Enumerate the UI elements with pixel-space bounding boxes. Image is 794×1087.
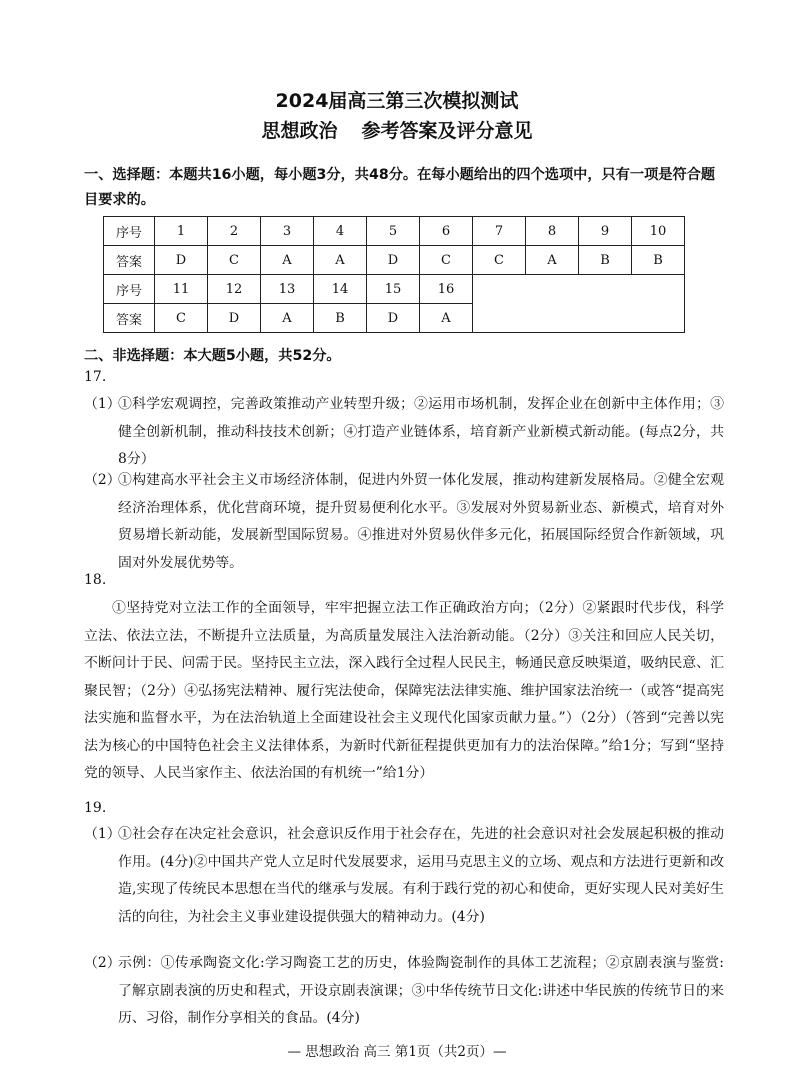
question-number-cell: 15 xyxy=(367,275,420,304)
answer-cell: C xyxy=(208,246,261,275)
question-number-cell: 10 xyxy=(632,217,685,246)
question-number-cell: 16 xyxy=(420,275,473,304)
subtitle-text: 参考答案及评分意见 xyxy=(361,120,533,142)
answer-cell: A xyxy=(314,246,367,275)
question-number-cell: 8 xyxy=(526,217,579,246)
q17-part1-text: ①科学宏观调控，完善政策推动产业转型升级；②运用市场机制，发挥企业在创新中主体作用；③健全创新机制，推动科技技术创新；④打造产业链体系，培育新产业新模式新动能。(每点2分，共8分） xyxy=(118,396,724,467)
question-number-cell: 14 xyxy=(314,275,367,304)
answer-cell: C xyxy=(420,246,473,275)
answer-cell: B xyxy=(579,246,632,275)
q17-part1 xyxy=(84,391,724,474)
question-number-cell: 7 xyxy=(473,217,526,246)
q19-part1-label: （1） xyxy=(84,826,121,842)
question-number-cell: 9 xyxy=(579,217,632,246)
q17-part1-label: （1） xyxy=(84,396,121,412)
table-row xyxy=(104,246,685,275)
q18-text: ①坚持党对立法工作的全面领导，牢牢把握立法工作正确政治方向；（2分）②紧跟时代步伐，科学立法、依法立法，不断提升立法质量，为高质量发展注入法治新动能。（2分）③关注和回应人民关切，不断问计于民、问需于民。坚持民主立法，深入践行全过程人民民主，畅通民意反映渠道，吸纳民意、汇聚民智；（2分）④弘扬宪法精神、履行宪法使命，保障宪法法律实施、维护国家法治统一（或答“提高宪法实施和监督水平，为在法治轨道上全面建设社会主义现代化国家贡献力量。”）（2分）（答到“完善以宪法为核心的中国特色社会主义法律体系，为新时代新征程提供更加有力的法治保障。”给1分；写到“坚持党的领导、人民当家作主、依法治国的有机统一”给1分） xyxy=(84,600,724,781)
empty-cell xyxy=(473,275,685,333)
question-17-number: 17. xyxy=(84,369,107,385)
answer-cell: A xyxy=(261,304,314,333)
q17-part2-text: ①构建高水平社会主义市场经济体制，促进内外贸一体化发展，推动构建新发展格局。②健全宏观经济治理体系，优化营商环境，提升贸易便利化水平。③发展对外贸易新业态、新模式，培育对外贸易增长新动能，发展新型国际贸易。④推进对外贸易伙伴多元化，拓展国际经贸合作新领域，巩固对外发展优势等。 xyxy=(118,472,724,571)
q19-part1 xyxy=(84,821,724,931)
answer-cell: A xyxy=(261,246,314,275)
row-header-answer: 答案 xyxy=(104,246,155,275)
subject-name: 思想政治 xyxy=(261,120,338,142)
answer-cell: D xyxy=(208,304,261,333)
question-number-cell: 2 xyxy=(208,217,261,246)
question-number-cell: 3 xyxy=(261,217,314,246)
row-header-number: 序号 xyxy=(104,217,155,246)
answer-cell: A xyxy=(420,304,473,333)
q17-part2 xyxy=(84,467,724,577)
section1-heading: 一、选择题：本题共16小题，每小题3分，共48分。在每小题给出的四个选项中，只有一项是符合题目要求的。 xyxy=(84,167,716,208)
q19-part1-text: ①社会存在决定社会意识，社会意识反作用于社会存在，先进的社会意识对社会发展起积极的推动作用。(4分)②中国共产党人立足时代发展要求，运用马克思主义的立场、观点和方法进行更新和改造,实现了传统民本思想在当代的继承与发展。有利于践行党的初心和使命，更好实现人民对美好生活的向往，为社会主义事业建设提供强大的精神动力。(4分) xyxy=(118,826,724,925)
question-number-cell: 1 xyxy=(155,217,208,246)
question-19-number: 19. xyxy=(84,800,107,816)
row-header-number: 序号 xyxy=(104,275,155,304)
answer-cell: D xyxy=(367,304,420,333)
exam-title: 2024届高三第三次模拟测试 xyxy=(275,90,519,112)
table-row xyxy=(104,275,685,304)
exam-subtitle xyxy=(0,116,794,143)
answer-cell: B xyxy=(314,304,367,333)
answer-cell: D xyxy=(155,246,208,275)
answer-cell: C xyxy=(155,304,208,333)
answer-cell: C xyxy=(473,246,526,275)
question-number-cell: 6 xyxy=(420,217,473,246)
question-number-cell: 12 xyxy=(208,275,261,304)
answer-cell: A xyxy=(526,246,579,275)
question-number-cell: 5 xyxy=(367,217,420,246)
answer-cell: D xyxy=(367,246,420,275)
table-row xyxy=(104,217,685,246)
answer-table xyxy=(103,216,685,333)
q19-part2-text: 示例：①传承陶瓷文化:学习陶瓷工艺的历史，体验陶瓷制作的具体工艺流程；②京剧表演与鉴赏:了解京剧表演的历史和程式，开设京剧表演课；③中华传统节日文化:讲述中华民族的传统节日的来历、习俗，制作分享相关的食品。(4分) xyxy=(118,955,724,1026)
section2-heading: 二、非选择题：本大题5小题，共52分。 xyxy=(84,348,341,364)
question-number-cell: 11 xyxy=(155,275,208,304)
q19-part2-label: （2） xyxy=(84,955,121,971)
row-header-answer: 答案 xyxy=(104,304,155,333)
question-number-cell: 13 xyxy=(261,275,314,304)
question-18-number: 18. xyxy=(84,572,107,588)
q19-part2 xyxy=(84,950,724,1033)
question-number-cell: 4 xyxy=(314,217,367,246)
page-footer: — 思想政治 高三 第1页（共2页）— xyxy=(287,1044,507,1060)
answer-cell: B xyxy=(632,246,685,275)
q17-part2-label: （2） xyxy=(84,472,121,488)
